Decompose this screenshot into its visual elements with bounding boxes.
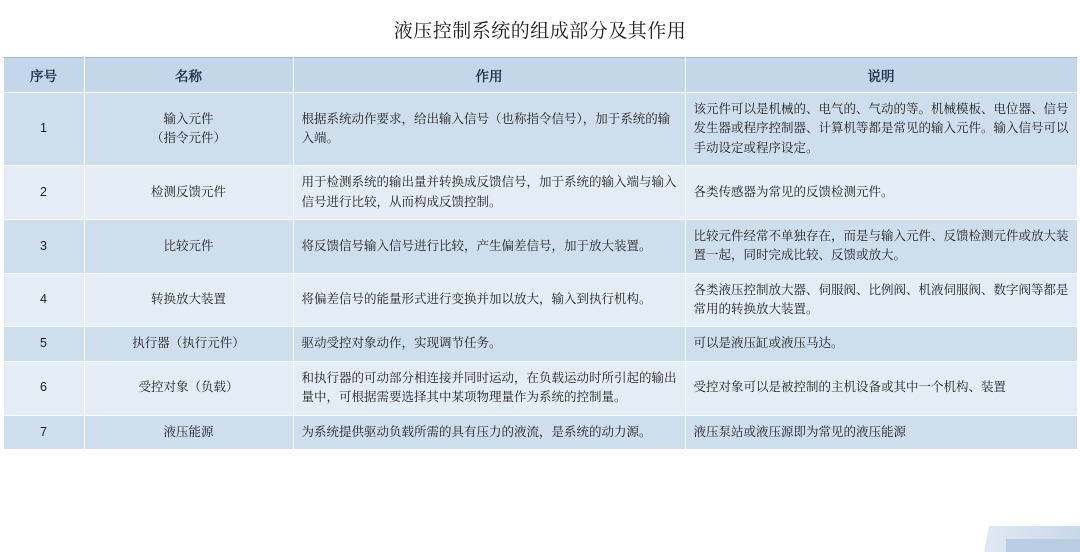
table-row — [3, 166, 1077, 220]
cell-name: 转换放大装置 — [84, 273, 293, 327]
cell-description: 该元件可以是机械的、电气的、气动的等。机械模板、电位器、信号发生器或程序控制器、计算机等都是常见的输入元件。输入信号可以手动设定或程序设定。 — [685, 93, 1077, 166]
cell-description: 各类传感器为常见的反馈检测元件。 — [685, 166, 1077, 220]
cell-name: 检测反馈元件 — [84, 166, 293, 220]
cell-role: 为系统提供驱动负载所需的具有压力的液流，是系统的动力源。 — [293, 415, 685, 449]
table-row — [3, 361, 1077, 415]
cell-description: 比较元件经常不单独存在，而是与输入元件、反馈检测元件或放大装置一起，同时完成比较、反馈或放大。 — [685, 219, 1077, 273]
page-title: 液压控制系统的组成部分及其作用 — [393, 21, 687, 42]
corner-decoration-inner — [1006, 539, 1080, 552]
cell-role: 将反馈信号输入信号进行比较，产生偏差信号，加于放大装置。 — [293, 219, 685, 273]
cell-index: 7 — [3, 415, 84, 449]
table-body — [3, 93, 1077, 450]
table-header — [3, 58, 1077, 93]
cell-role: 用于检测系统的输出量并转换成反馈信号，加于系统的输入端与输入信号进行比较，从而构成反馈控制。 — [293, 166, 685, 220]
cell-index: 6 — [3, 361, 84, 415]
cell-index: 2 — [3, 166, 84, 220]
cell-role: 将偏差信号的能量形式进行变换并加以放大，输入到执行机构。 — [293, 273, 685, 327]
column-header-index: 序号 — [3, 58, 84, 93]
cell-role: 和执行器的可动部分相连接并同时运动，在负载运动时所引起的输出量中，可根据需要选择其中某项物理量作为系统的控制量。 — [293, 361, 685, 415]
column-header-role: 作用 — [293, 58, 685, 93]
cell-index: 1 — [3, 93, 84, 166]
cell-name: 执行器（执行元件） — [84, 327, 293, 361]
cell-index: 4 — [3, 273, 84, 327]
table-row — [3, 273, 1077, 327]
hydraulic-components-table — [3, 57, 1078, 450]
cell-name: 输入元件 （指令元件） — [84, 93, 293, 166]
table-row — [3, 219, 1077, 273]
cell-role: 根据系统动作要求，给出输入信号（也称指令信号），加于系统的输入端。 — [293, 93, 685, 166]
table-row — [3, 93, 1077, 166]
table-row — [3, 415, 1077, 449]
table-row — [3, 327, 1077, 361]
cell-description: 受控对象可以是被控制的主机设备或其中一个机构、装置 — [685, 361, 1077, 415]
cell-name: 受控对象（负载） — [84, 361, 293, 415]
table-header-row — [3, 58, 1077, 93]
cell-description: 液压泵站或液压源即为常见的液压能源 — [685, 415, 1077, 449]
column-header-description: 说明 — [685, 58, 1077, 93]
column-header-name: 名称 — [84, 58, 293, 93]
cell-index: 3 — [3, 219, 84, 273]
cell-role: 驱动受控对象动作，实现调节任务。 — [293, 327, 685, 361]
cell-name: 比较元件 — [84, 219, 293, 273]
cell-name: 液压能源 — [84, 415, 293, 449]
cell-description: 可以是液压缸或液压马达。 — [685, 327, 1077, 361]
corner-decoration — [930, 526, 1080, 552]
cell-index: 5 — [3, 327, 84, 361]
cell-description: 各类液压控制放大器、伺服阀、比例阀、机液伺服阀、数字阀等都是常用的转换放大装置。 — [685, 273, 1077, 327]
